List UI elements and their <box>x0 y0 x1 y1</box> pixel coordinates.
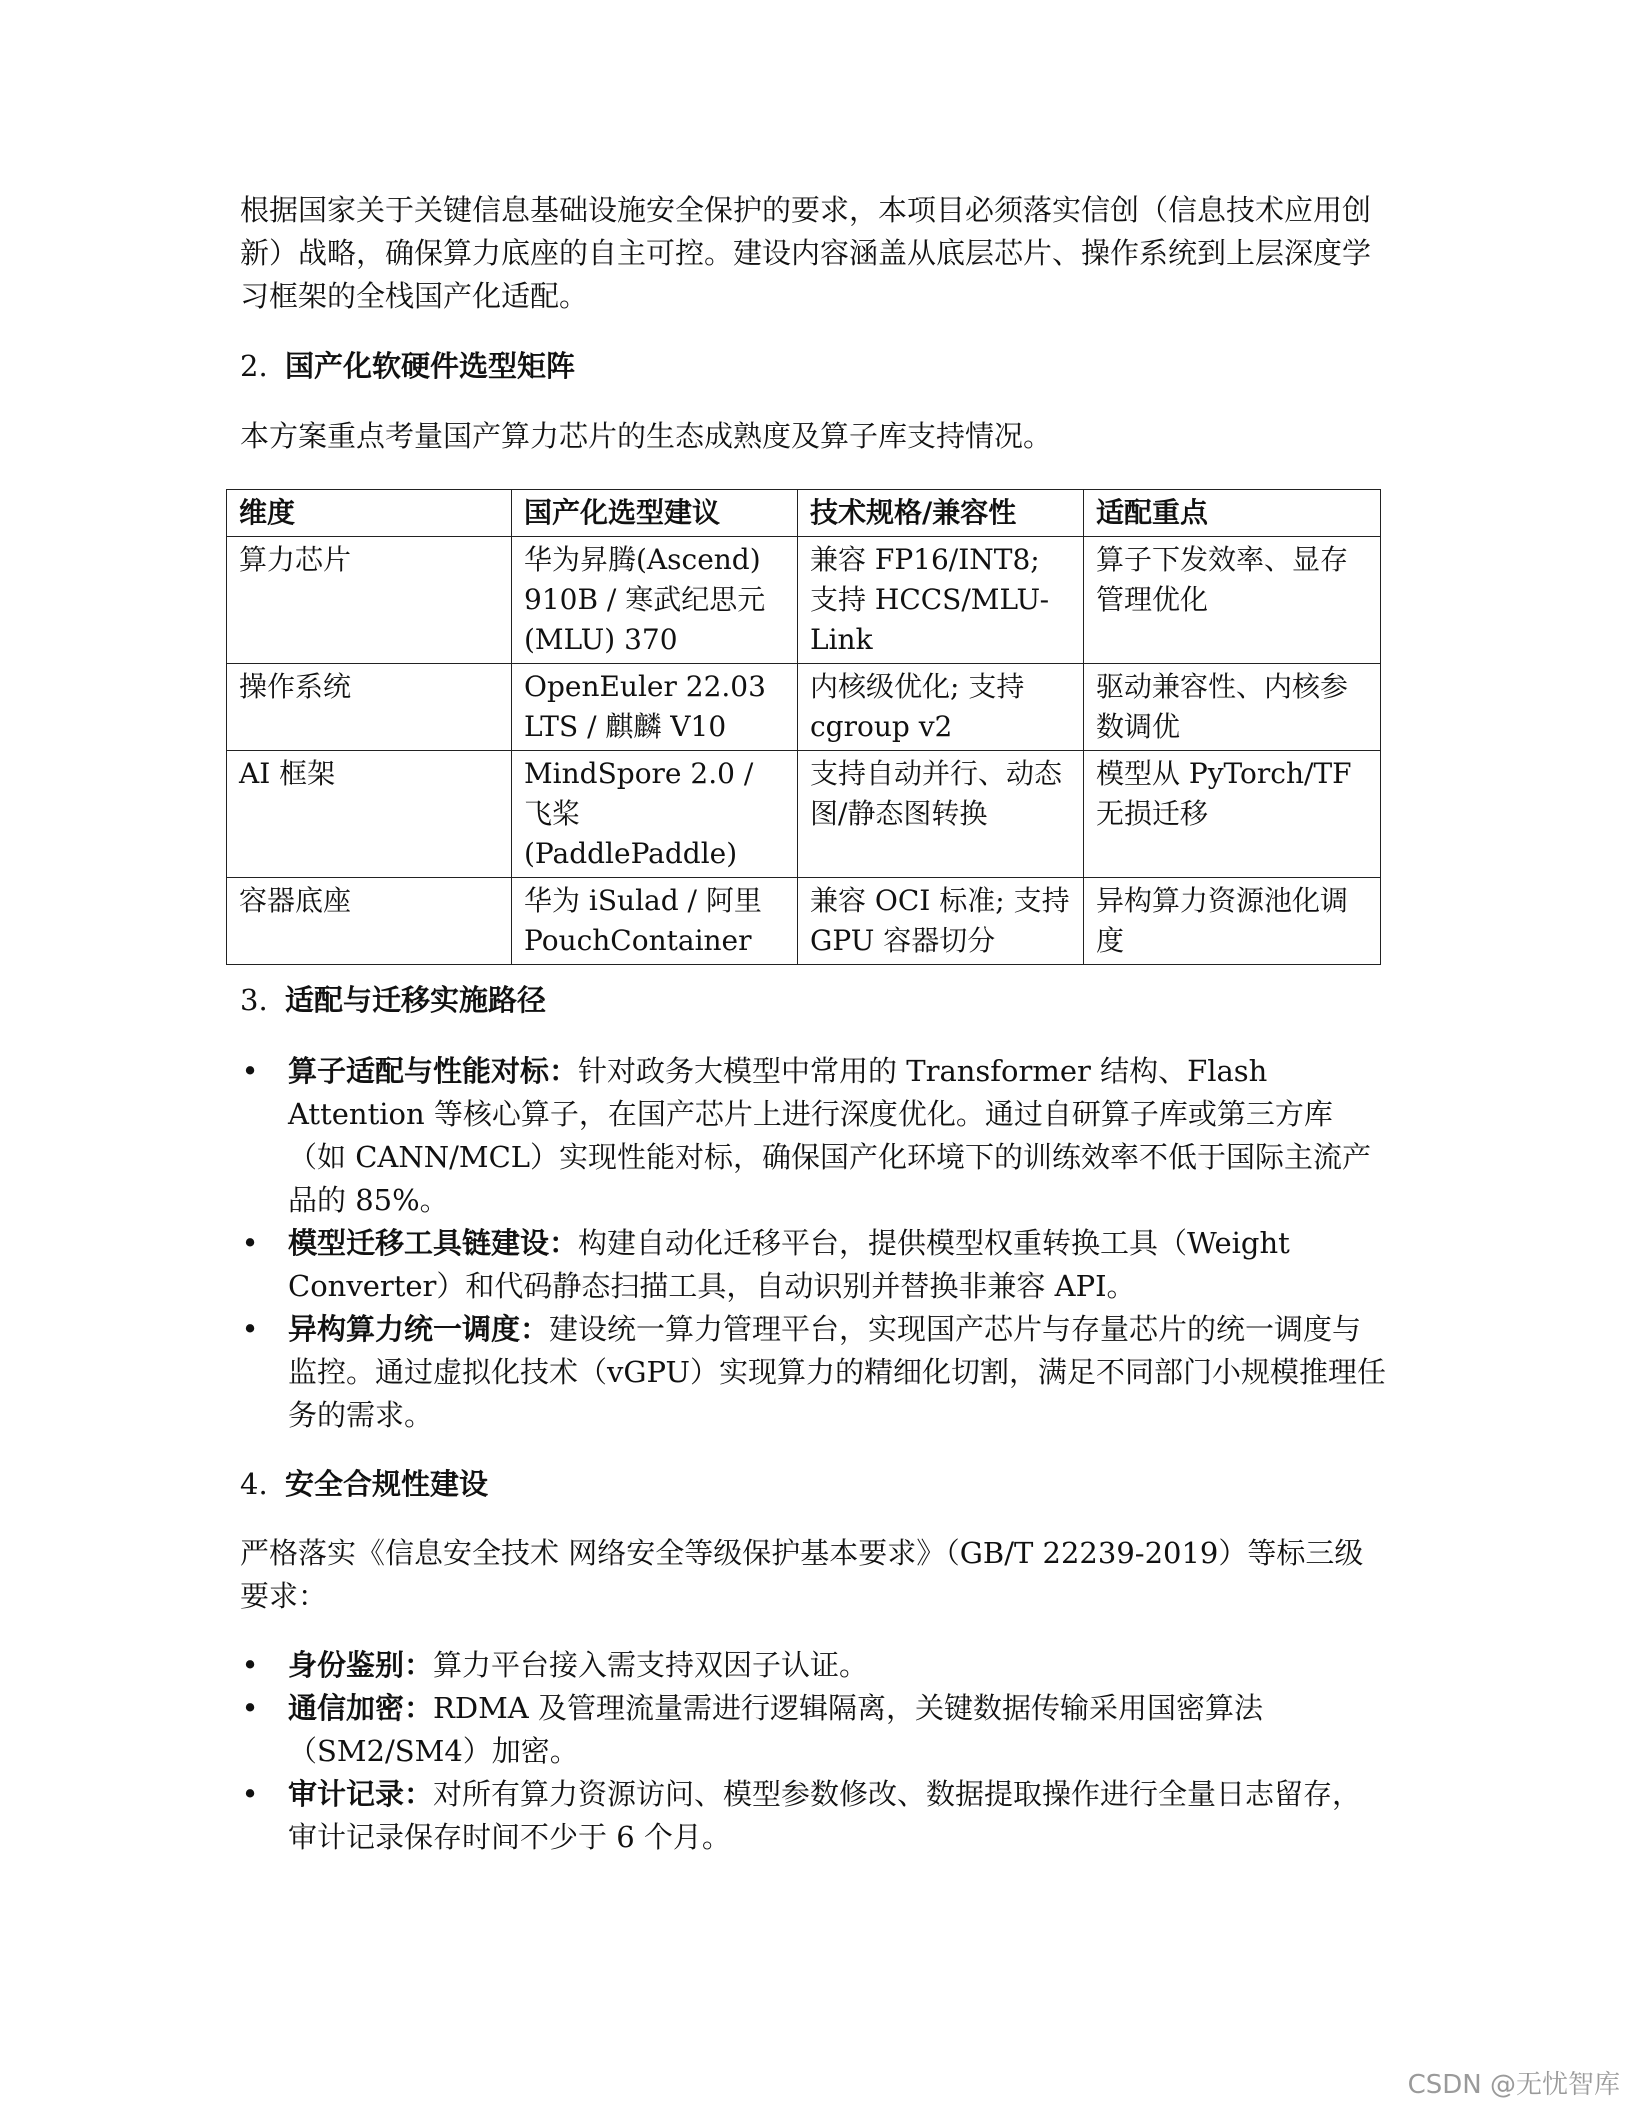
security-compliance-list <box>240 1644 1390 1859</box>
section-4-number: 4. <box>240 1467 268 1501</box>
table-cell: 支持自动并行、动态图/静态图转换 <box>798 751 1084 878</box>
table-cell: AI 框架 <box>227 751 512 878</box>
list-item-text: 建设统一算力管理平台，实现国产芯片与存量芯片的统一调度与监控。通过虚拟化技术（vGPU）实现算力的精细化切割，满足不同部门小规模推理任务的需求。 <box>288 1312 1386 1432</box>
table-header-cell: 维度 <box>227 490 512 537</box>
table-cell: 模型从 PyTorch/TF 无损迁移 <box>1084 751 1381 878</box>
list-item-text: 针对政务大模型中常用的 Transformer 结构、Flash Attention 等核心算子，在国产芯片上进行深度优化。通过自研算子库或第三方库（如 CANN/MCL）实现性能对标，确保国产化环境下的训练效率不低于国际主流产品的 85%。 <box>288 1054 1372 1217</box>
bullet-dot-icon: • <box>241 1312 259 1346</box>
table-row <box>227 751 1381 878</box>
list-item-text: 算力平台接入需支持双因子认证。 <box>433 1648 869 1682</box>
bullet-dot-icon: • <box>241 1691 259 1725</box>
table-cell: 操作系统 <box>227 664 512 751</box>
table-cell: 算子下发效率、显存管理优化 <box>1084 537 1381 664</box>
table-header-cell: 适配重点 <box>1084 490 1381 537</box>
table-cell: 华为 iSulad / 阿里 PouchContainer <box>512 878 798 965</box>
list-item-term: 异构算力统一调度： <box>288 1312 550 1346</box>
section-2-heading <box>240 345 575 388</box>
table-header-row <box>227 490 1381 537</box>
list-item-text: 构建自动化迁移平台，提供模型权重转换工具（Weight Converter）和代码静态扫描工具，自动识别并替换非兼容 API。 <box>288 1226 1290 1303</box>
list-item-text: 对所有算力资源访问、模型参数修改、数据提取操作进行全量日志留存，审计记录保存时间不少于 6 个月。 <box>288 1777 1362 1854</box>
table-cell: 兼容 FP16/INT8; 支持 HCCS/MLU-Link <box>798 537 1084 664</box>
table-row <box>227 664 1381 751</box>
table-header-cell: 国产化选型建议 <box>512 490 798 537</box>
section-2-title: 国产化软硬件选型矩阵 <box>285 349 576 383</box>
list-item-term: 模型迁移工具链建设： <box>288 1226 579 1260</box>
table-cell: 异构算力资源池化调度 <box>1084 878 1381 965</box>
list-item-term: 审计记录： <box>288 1777 434 1811</box>
implementation-path-list <box>240 1050 1390 1437</box>
section-2-lead: 本方案重点考量国产算力芯片的生态成熟度及算子库支持情况。 <box>240 419 1053 453</box>
list-item-term: 算子适配与性能对标： <box>288 1054 579 1088</box>
section-4-heading <box>240 1463 488 1506</box>
list-item <box>240 1308 1390 1437</box>
list-item <box>240 1222 1390 1308</box>
list-item <box>240 1644 1390 1687</box>
list-item <box>240 1050 1390 1222</box>
intro-paragraph: 根据国家关于关键信息基础设施安全保护的要求，本项目必须落实信创（信息技术应用创新）战略，确保算力底座的自主可控。建设内容涵盖从底层芯片、操作系统到上层深度学习框架的全栈国产化适配。 <box>240 193 1372 313</box>
table-row <box>227 878 1381 965</box>
section-2-number: 2. <box>240 349 268 383</box>
section-4-title: 安全合规性建设 <box>285 1467 489 1501</box>
bullet-dot-icon: • <box>241 1054 259 1088</box>
table-cell: 华为昇腾(Ascend) 910B / 寒武纪思元(MLU) 370 <box>512 537 798 664</box>
list-item-text: RDMA 及管理流量需进行逻辑隔离，关键数据传输采用国密算法（SM2/SM4）加密。 <box>288 1691 1263 1768</box>
bullet-dot-icon: • <box>241 1777 259 1811</box>
list-item-term: 通信加密： <box>288 1691 434 1725</box>
list-item <box>240 1687 1390 1773</box>
section-3-number: 3. <box>240 983 268 1017</box>
section-4-lead: 严格落实《信息安全技术 网络安全等级保护基本要求》（GB/T 22239-2019）等标三级要求： <box>240 1536 1364 1613</box>
section-3-heading <box>240 979 546 1022</box>
table-cell: 兼容 OCI 标准; 支持 GPU 容器切分 <box>798 878 1084 965</box>
watermark: CSDN @无忧智库 <box>1407 2070 1620 2100</box>
table-cell: 驱动兼容性、内核参数调优 <box>1084 664 1381 751</box>
selection-matrix-table <box>226 489 1381 965</box>
table-row <box>227 537 1381 664</box>
table-cell: 算力芯片 <box>227 537 512 664</box>
table-header-cell: 技术规格/兼容性 <box>798 490 1084 537</box>
section-3-title: 适配与迁移实施路径 <box>285 983 547 1017</box>
bullet-dot-icon: • <box>241 1648 259 1682</box>
table-cell: MindSpore 2.0 / 飞桨(PaddlePaddle) <box>512 751 798 878</box>
table-cell: 内核级优化; 支持 cgroup v2 <box>798 664 1084 751</box>
list-item-term: 身份鉴别： <box>288 1648 434 1682</box>
bullet-dot-icon: • <box>241 1226 259 1260</box>
list-item <box>240 1773 1390 1859</box>
table-cell: 容器底座 <box>227 878 512 965</box>
table-cell: OpenEuler 22.03 LTS / 麒麟 V10 <box>512 664 798 751</box>
